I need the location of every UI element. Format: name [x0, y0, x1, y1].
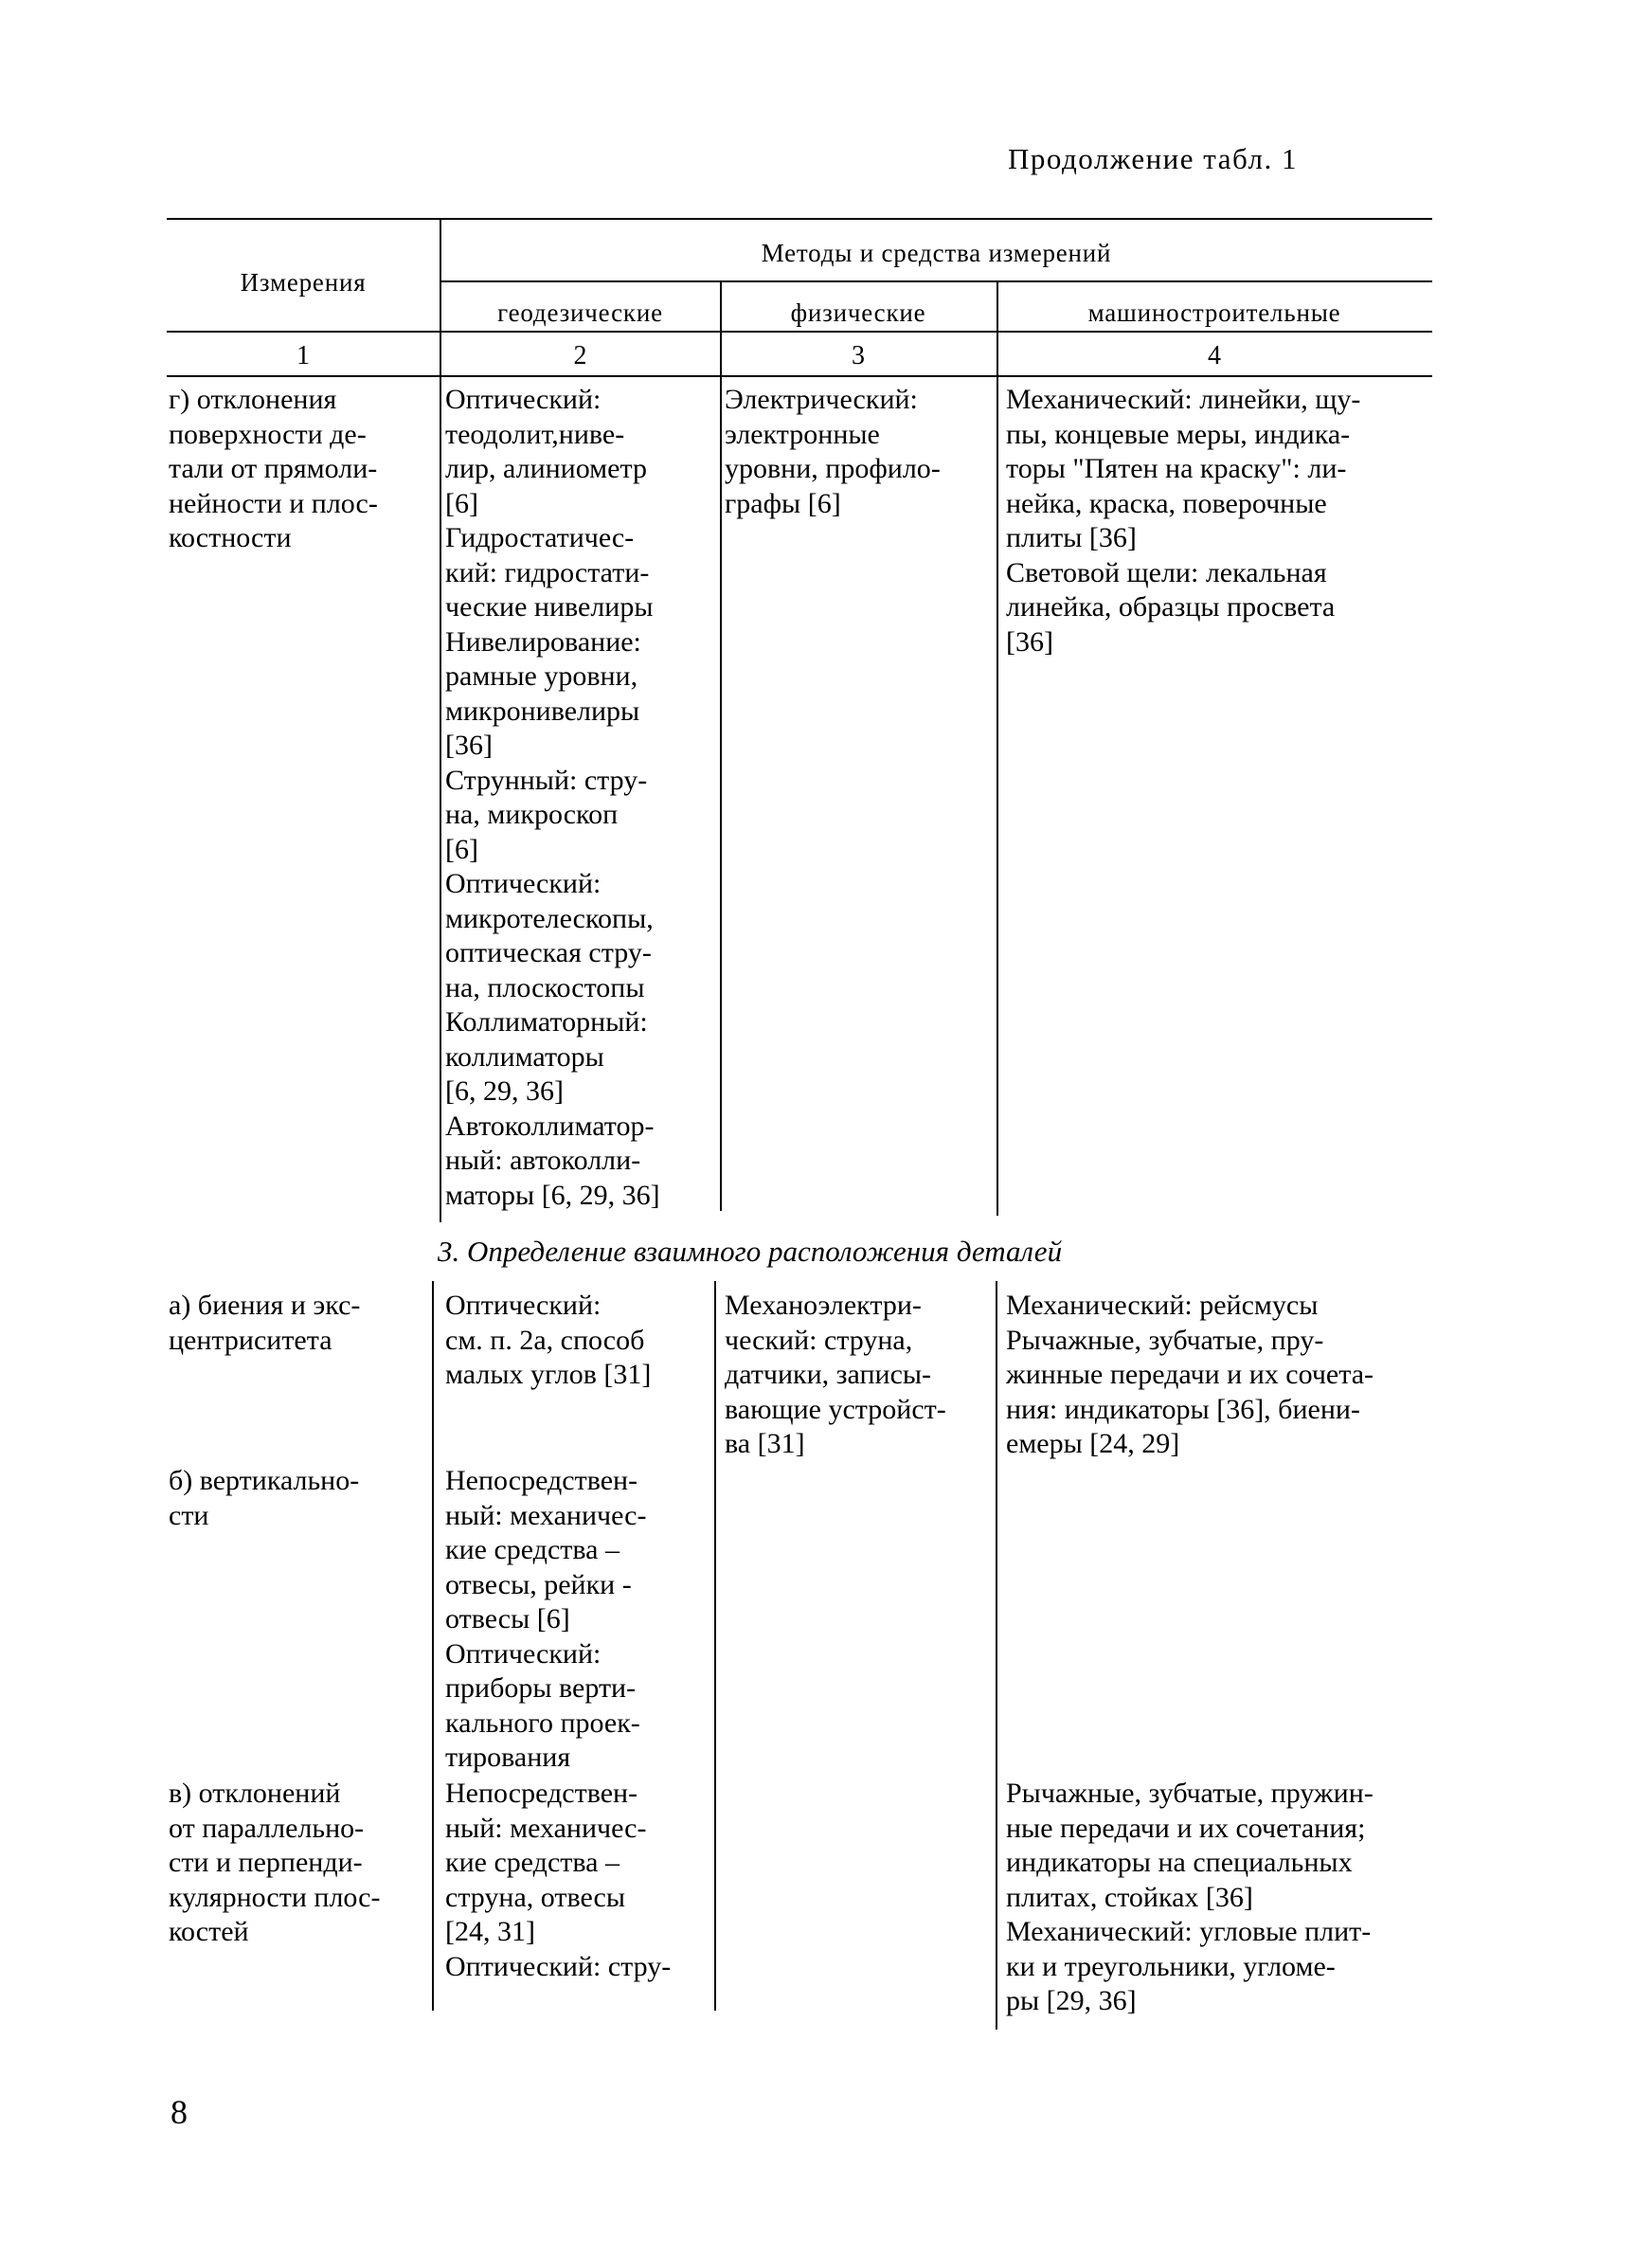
row-b-geodetic: Непосредствен- ный: механичес- кие средства – отвесы, рейки - отвесы [6] Оптический: приборы верти- кального проек- тирования	[445, 1465, 647, 1773]
col-number-4: 4	[1208, 341, 1221, 370]
page-number: 8	[171, 2093, 188, 2131]
col-number-2: 2	[573, 341, 587, 370]
header-geodetic: геодезические	[497, 298, 663, 327]
col-number-3: 3	[852, 341, 865, 370]
col-number-1: 1	[296, 341, 310, 370]
section-3-title: 3. Определение взаимного расположения деталей	[438, 1235, 1063, 1268]
row-a-measurement: а) биения и экс- центриситета	[169, 1290, 361, 1356]
header-mechanical: машиностроительные	[1087, 298, 1341, 327]
header-measurements: Измерения	[240, 268, 367, 297]
row-g-geodetic: Оптический: теодолит,ниве- лир, алиниометр [6] Гидростатичес- кий: гидростати- ческие нивелиры Нивелирование: рамные уровни, микронивелиры [36] Струнный: стру- на, микроскоп [6] Оптический: микротелескопы, оптическая стру- на, плоскостопы Коллиматорный: коллиматоры [6, 29, 36] Автоколлиматор- ный: автоколли- маторы [6, 29, 36]	[445, 384, 660, 1211]
row-b-measurement: б) вертикально- сти	[169, 1465, 360, 1531]
subheader-rule	[167, 331, 1432, 333]
row-v-measurement: в) отклонений от параллельно- сти и перпенди- кулярности плос- костей	[169, 1778, 381, 1947]
row-a-geodetic: Оптический: см. п. 2а, способ малых углов [31]	[445, 1290, 652, 1390]
header-physical: физические	[790, 298, 926, 327]
row-v-mechanical: Рычажные, зубчатые, пружин- ные передачи и их сочетания; индикаторы на специальных плитах, стойках [36] Механический: угловые плит- ки и треугольники, угломе- ры [29, 36]	[1006, 1778, 1374, 2016]
col-divider-3-lower	[996, 1281, 997, 2030]
row-g-physical: Электрический: электронные уровни, профило- графы [6]	[725, 384, 941, 519]
methods-rule	[440, 280, 1432, 282]
row-a-mechanical: Механический: рейсмусы Рычажные, зубчатые, пру- жинные передачи и их сочета- ния: индикаторы [36], биени- емеры [24, 29]	[1006, 1290, 1374, 1459]
col-divider-2-upper	[720, 282, 722, 1211]
header-methods: Методы и средства измерений	[761, 239, 1112, 267]
table-top-rule	[167, 218, 1432, 220]
col-divider-3-upper	[997, 282, 998, 1216]
continuation-label: Продолжение табл. 1	[1008, 142, 1298, 175]
row-g-measurement: г) отклонения поверхности де- тали от прямоли- нейности и плос- костности	[169, 384, 378, 553]
row-v-geodetic: Непосредствен- ный: механичес- кие средства – струна, отвесы [24, 31] Оптический: стру-	[445, 1778, 672, 1982]
row-a-physical: Механоэлектри- ческий: струна, датчики, записы- вающие устройст- ва [31]	[725, 1290, 946, 1459]
colnum-rule	[167, 375, 1432, 377]
row-g-mechanical: Механический: линейки, щу- пы, концевые меры, индика- торы "Пятен на краску": ли- нейка, краска, поверочные плиты [36] Световой щели: лекальная линейка, образцы просвета [36]	[1006, 384, 1361, 658]
col-divider-1-lower	[432, 1281, 434, 2011]
